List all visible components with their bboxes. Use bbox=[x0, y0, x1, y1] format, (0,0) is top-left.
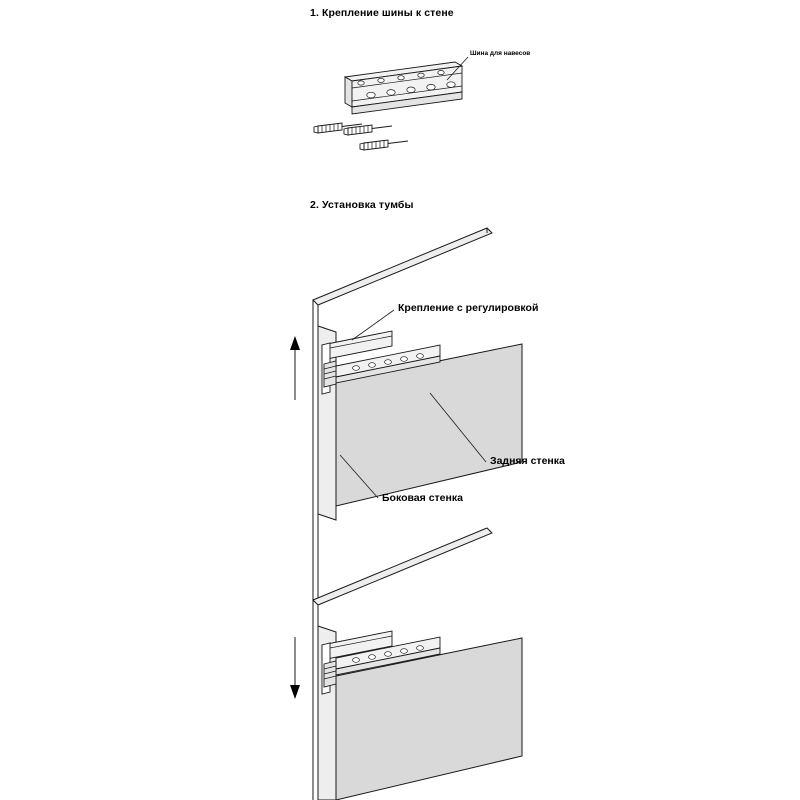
dowel-screw-2 bbox=[344, 125, 392, 135]
step-2-title: 2. Установка тумбы bbox=[310, 199, 414, 211]
direction-arrow-down bbox=[290, 637, 300, 699]
callout-side-panel: Боковая стенка bbox=[382, 492, 463, 504]
dowel-screw-3 bbox=[360, 140, 408, 150]
direction-arrow-up bbox=[290, 336, 300, 400]
figure-cabinet-lower bbox=[290, 528, 522, 800]
callout-rail: Шина для навесов bbox=[470, 50, 531, 57]
callout-bracket: Крепление с регулировкой bbox=[398, 302, 539, 314]
mounting-rail bbox=[345, 62, 462, 114]
callout-back-panel: Задняя стенка bbox=[490, 455, 565, 467]
figure-wall-rail bbox=[314, 57, 468, 150]
step-1-title: 1. Крепление шины к стене bbox=[310, 7, 454, 19]
